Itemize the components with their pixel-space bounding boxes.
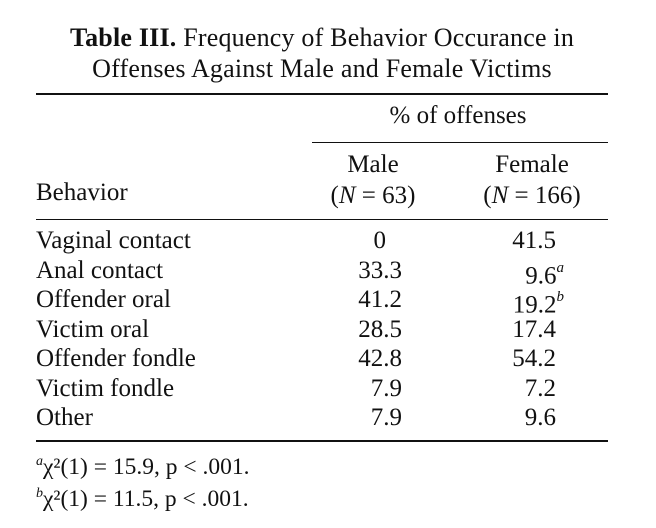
column-headers xyxy=(36,143,608,219)
cell-male: 7.9 xyxy=(370,404,402,431)
column-header-female xyxy=(456,149,608,211)
cell-female-value: 9.6 xyxy=(524,404,556,431)
cell-male: 28.5 xyxy=(358,315,402,343)
cell-female xyxy=(512,226,556,256)
cell-behavior: Anal contact xyxy=(36,256,164,284)
table-body xyxy=(36,220,608,440)
cell-male: 42.8 xyxy=(358,345,402,372)
table-row xyxy=(36,226,608,256)
group-label: % of offenses xyxy=(389,102,527,129)
column-header-male xyxy=(308,149,438,211)
cell-female-value: 19.2 xyxy=(512,291,557,319)
table-row xyxy=(36,344,608,374)
cell-behavior: Victim fondle xyxy=(36,374,175,402)
cell-behavior: Other xyxy=(36,404,93,431)
cell-female-value: 41.5 xyxy=(512,227,556,254)
cell-female-value: 54.2 xyxy=(512,345,556,372)
table-row xyxy=(36,374,608,404)
cell-female-value: 9.6 xyxy=(525,261,557,289)
footnotes xyxy=(36,442,608,514)
cell-female xyxy=(512,315,556,345)
cell-behavior: Offender oral xyxy=(36,286,171,313)
footnote xyxy=(36,480,608,513)
column-header-male-n: (N = 63) xyxy=(330,182,416,209)
cell-male: 0 xyxy=(373,227,386,254)
footnote-marker: b xyxy=(556,289,564,305)
footnote-mark: b xyxy=(36,486,43,502)
footnote-mark: a xyxy=(36,453,43,469)
cell-behavior: Vaginal contact xyxy=(36,227,191,254)
cell-female xyxy=(525,403,556,433)
cell-male: 7.9 xyxy=(370,374,402,402)
column-header-female-n: (N = 166) xyxy=(483,182,581,209)
cell-behavior: Offender fondle xyxy=(36,345,196,372)
footnote-text: χ²(1) = 15.9, p < .001. xyxy=(43,453,250,480)
column-header-male-label: Male xyxy=(347,151,399,178)
footnote-text: χ²(1) = 11.5, p < .001. xyxy=(43,486,249,513)
footnote-marker: a xyxy=(556,259,564,276)
cell-male: 41.2 xyxy=(358,286,402,313)
cell-female-value: 17.4 xyxy=(512,315,556,343)
table-row xyxy=(36,403,608,433)
column-header-female-label: Female xyxy=(495,151,569,178)
table-caption-line1: Frequency of Behavior Occurance in xyxy=(183,23,575,52)
column-header-behavior: Behavior xyxy=(36,179,128,206)
table-caption-line2: Offenses Against Male and Female Victims xyxy=(92,54,552,83)
table xyxy=(36,22,608,513)
table-row xyxy=(36,285,608,319)
footnote xyxy=(36,448,608,481)
table-caption-label: Table III. xyxy=(69,23,177,52)
cell-female xyxy=(525,374,556,404)
cell-behavior: Victim oral xyxy=(36,315,150,343)
header-group xyxy=(36,95,608,143)
cell-female xyxy=(512,344,556,374)
table-row xyxy=(36,315,608,345)
table-caption xyxy=(36,22,608,84)
cell-female-value: 7.2 xyxy=(524,374,556,402)
cell-male: 33.3 xyxy=(358,256,402,284)
table-row xyxy=(36,256,608,289)
